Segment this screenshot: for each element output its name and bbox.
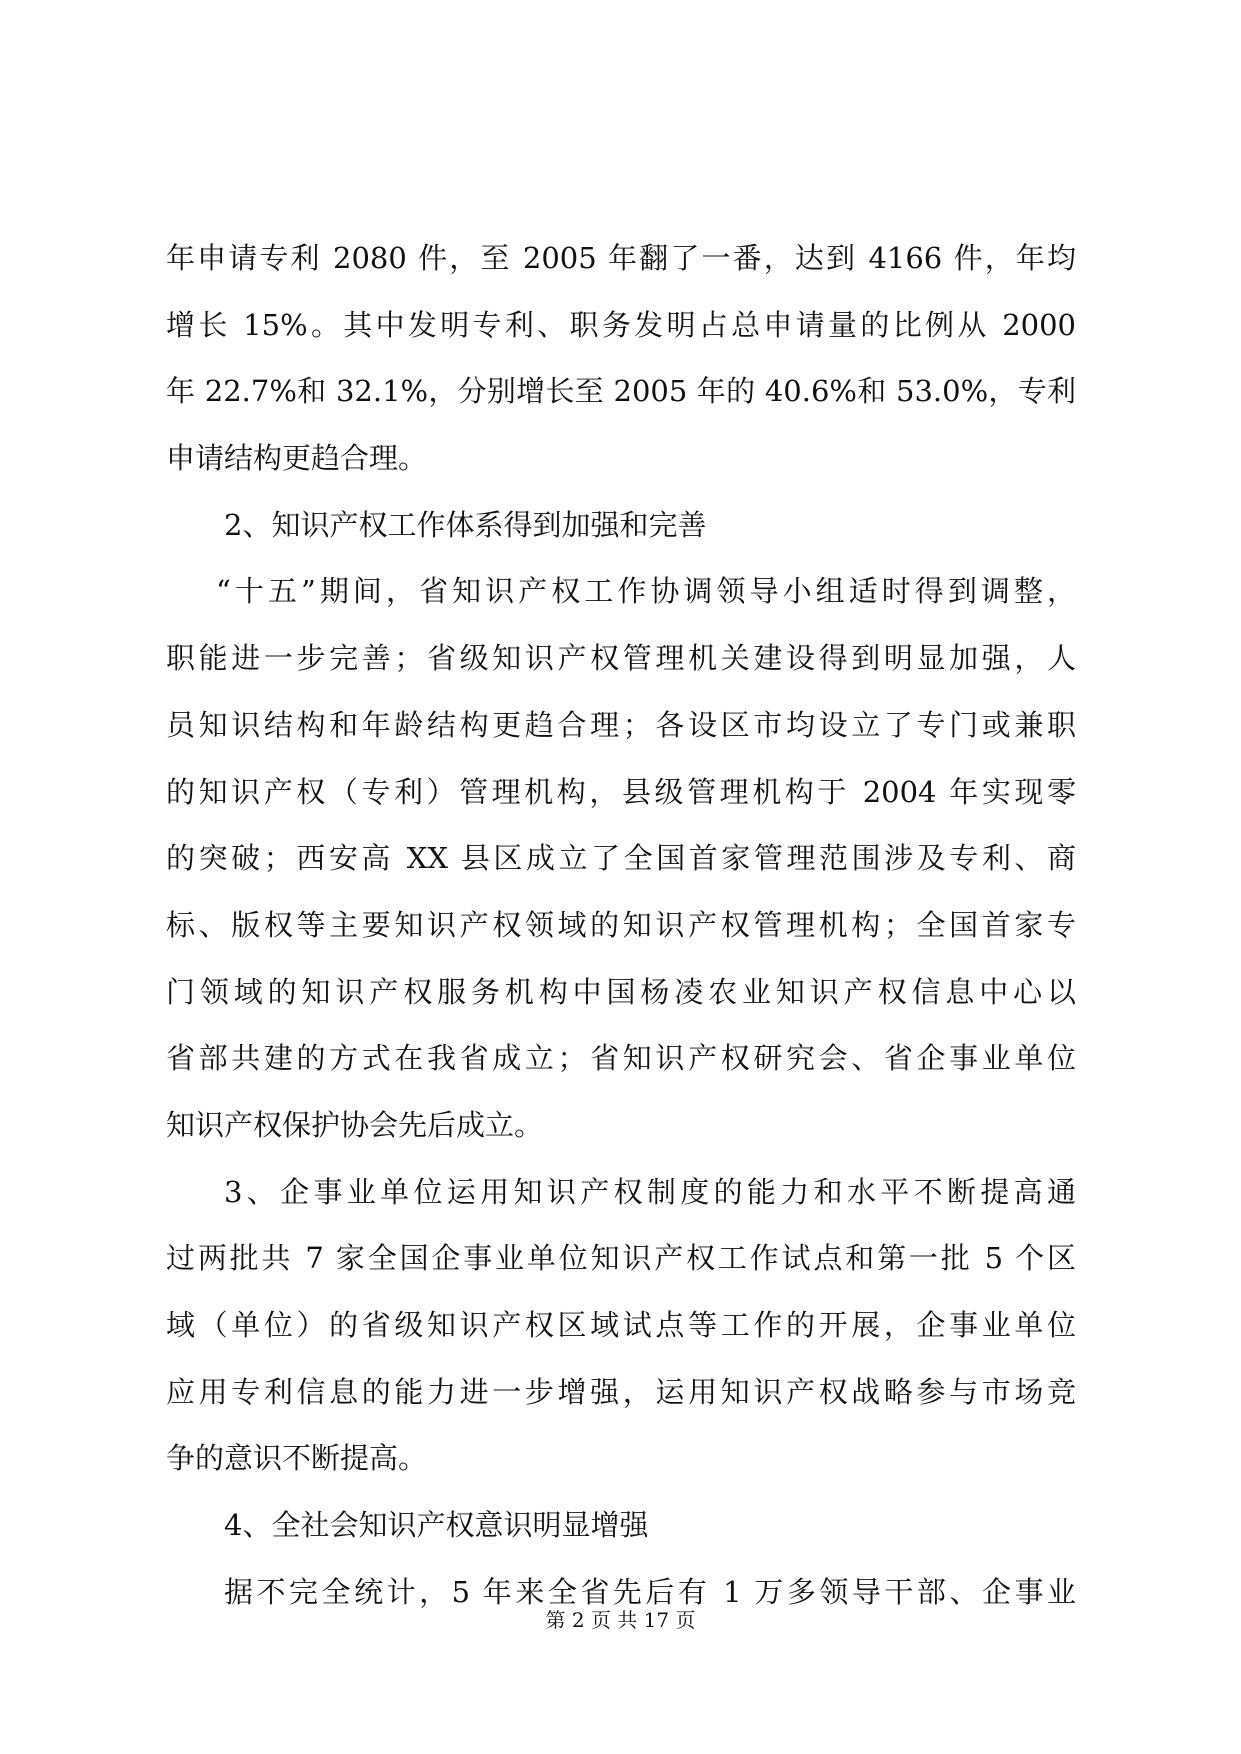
text-line: 标、版权等主要知识产权领域的知识产权管理机构；全国首家专 <box>166 907 1076 942</box>
text-line: 省部共建的方式在我省成立；省知识产权研究会、省企事业单位 <box>166 1041 1076 1076</box>
document-body <box>166 225 1076 1625</box>
text-line: 过两批共 7 家全国企事业单位知识产权工作试点和第一批 5 个区 <box>166 1241 1076 1276</box>
text-line: 申请结构更趋合理。 <box>166 441 428 476</box>
page-number-footer: 第 2 页 共 17 页 <box>545 1608 696 1632</box>
text-line: 年 22.7%和 32.1%，分别增长至 2005 年的 40.6%和 53.0%，专利 <box>166 374 1076 409</box>
text-line: 增长 15%。其中发明专利、职务发明占总申请量的比例从 2000 <box>166 307 1076 342</box>
text-line: 职能进一步完善；省级知识产权管理机关建设得到明显加强，人 <box>166 641 1076 676</box>
section-heading: 3、企事业单位运用知识产权制度的能力和水平不断提高通 <box>224 1174 1076 1209</box>
text-line: 门领域的知识产权服务机构中国杨凌农业知识产权信息中心以 <box>166 974 1076 1009</box>
text-line: 域（单位）的省级知识产权区域试点等工作的开展，企事业单位 <box>166 1308 1076 1342</box>
text-line: 年申请专利 2080 件，至 2005 年翻了一番，达到 4166 件，年均 <box>166 241 1076 275</box>
text-line: 争的意识不断提高。 <box>166 1441 428 1476</box>
section-heading: 2、知识产权工作体系得到加强和完善 <box>224 507 707 542</box>
text-line: 员知识结构和年龄结构更趋合理；各设区市均设立了专门或兼职 <box>166 707 1076 742</box>
text-line: 的突破；西安高 XX 县区成立了全国首家管理范围涉及专利、商 <box>166 841 1076 876</box>
text-line: 应用专利信息的能力进一步增强，运用知识产权战略参与市场竞 <box>166 1374 1076 1409</box>
text-line: “十五”期间，省知识产权工作协调领导小组适时得到调整， <box>216 574 1076 609</box>
text-line: 据不完全统计，5 年来全省先后有 1 万多领导干部、企事业 <box>224 1574 1076 1609</box>
text-line: 的知识产权（专利）管理机构，县级管理机构于 2004 年实现零 <box>166 774 1076 809</box>
section-heading: 4、全社会知识产权意识明显增强 <box>224 1508 649 1543</box>
text-line: 知识产权保护协会先后成立。 <box>166 1107 544 1142</box>
